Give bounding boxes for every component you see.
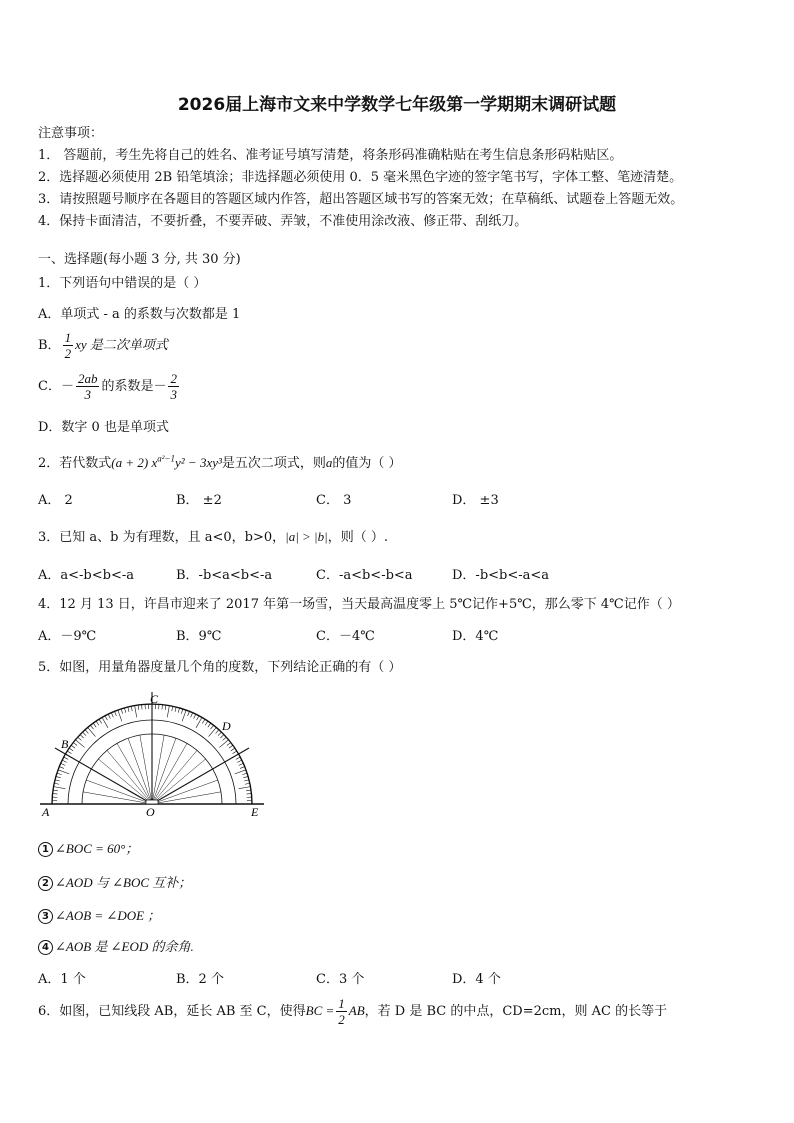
q3-stem-post: ，则（ ）. [327, 530, 388, 545]
q1-b-label: B． [38, 338, 61, 353]
q1-option-c [38, 371, 181, 402]
tick-mark [209, 727, 217, 736]
tick-mark [216, 730, 219, 734]
q4-stem: 4．12 月 13 日，许昌市迎来了 2017 年第一场雪，当天最高温度零上 5℃记作+5℃，那么零下 4℃记作（ ） [38, 597, 680, 612]
q2-expr2: y² − 3xy³ [175, 455, 222, 470]
q6-den: 2 [338, 1012, 345, 1027]
tick-mark [246, 794, 251, 795]
q2-stem-pre: 2．若代数式 [38, 456, 112, 471]
tick-mark [124, 708, 125, 713]
q3-option-a: A．a<-b<b<-a [38, 568, 134, 583]
q3-option-b: B．-b<a<b<-a [176, 568, 273, 583]
tick-mark [88, 727, 96, 736]
q2-expr: (a + 2) x [111, 455, 158, 470]
tick-mark [239, 787, 251, 789]
tick-mark [244, 780, 249, 781]
q1-b-den: 2 [64, 346, 72, 361]
tick-mark [205, 721, 208, 725]
q4-option-d: D．4℃ [452, 629, 499, 644]
q6-stem [38, 996, 667, 1027]
q1-c-label: C．－ [38, 379, 74, 394]
q5-option-a: A．1 个 [38, 972, 86, 987]
tick-mark [229, 745, 233, 748]
tick-mark [57, 773, 62, 775]
q6-fraction [336, 996, 347, 1027]
page-title: 2026届上海市文来中学数学七年级第一学期期末调研试题 [177, 95, 617, 115]
q3-stem [38, 526, 388, 545]
q2-option-a: A． 2 [38, 493, 73, 508]
tick-mark [90, 725, 93, 729]
tick-mark [67, 751, 71, 754]
tick-mark [118, 710, 122, 721]
q5-option-b: B．2 个 [176, 972, 224, 987]
tick-mark [83, 732, 86, 736]
tick-mark [178, 708, 179, 713]
tick-mark [243, 776, 248, 777]
protractor-figure [36, 690, 268, 820]
tick-mark [231, 748, 235, 751]
tick-mark [121, 709, 123, 714]
tick-mark [108, 714, 110, 718]
label-a: A [42, 805, 50, 819]
tick-mark [73, 742, 77, 745]
tick-mark [245, 783, 250, 784]
tick-mark [69, 748, 73, 751]
q2-option-d: D． ±3 [452, 493, 499, 508]
tick-mark [85, 730, 88, 734]
tick-mark [236, 757, 240, 759]
circled-number-4: 4 [38, 940, 53, 955]
tick-mark [59, 767, 64, 769]
q4-option-a: A．－9℃ [38, 629, 97, 644]
q1-c-num: 2ab [77, 371, 98, 386]
q6-stem-post: ，若 D 是 BC 的中点，CD=2cm，则 AC 的长等于 [364, 1004, 668, 1019]
tick-mark [162, 705, 163, 710]
q1-b-num: 1 [64, 330, 72, 345]
notice-item-2: 2．选择题必须使用 2B 铅笔填涂；非选择题必须使用 0．5 毫米黑色字迹的签字笔书写，字体工整、笔迹清楚。 [38, 170, 683, 185]
q1-option-a: A．单项式 - a 的系数与次数都是 1 [38, 307, 241, 322]
q1-stem: 1．下列语句中错误的是（ ） [38, 276, 207, 291]
notice-heading: 注意事项： [38, 126, 104, 141]
tick-mark [93, 723, 96, 727]
q1-c-den: 3 [84, 387, 91, 402]
tick-mark [237, 760, 241, 762]
q6-eq-right: AB [348, 1003, 365, 1018]
q5-statement-3 [38, 905, 160, 924]
center-mark [146, 800, 158, 804]
tick-mark [210, 725, 213, 729]
tick-mark [138, 705, 139, 710]
q2-exponent: a²−1 [157, 453, 176, 464]
tick-mark [99, 719, 102, 723]
q1-c-fraction-2 [168, 371, 179, 402]
label-d: D [222, 719, 231, 733]
tick-mark [182, 710, 186, 721]
tick-mark [71, 745, 75, 748]
q6-num: 1 [338, 996, 345, 1011]
circled-number-1: 1 [38, 842, 53, 857]
tick-mark [242, 773, 247, 775]
q1-b-fraction [63, 330, 74, 361]
section-heading: 一、选择题(每小题 3 分, 共 30 分) [38, 252, 241, 267]
q5-option-c: C．3 个 [316, 972, 365, 987]
circled-number-3: 3 [38, 909, 53, 924]
tick-mark [227, 742, 231, 745]
q1-b-text: xy 是二次单项式 [75, 337, 168, 352]
tick-mark [175, 707, 176, 712]
tick-mark [135, 706, 137, 718]
q1-c-num2: 2 [170, 371, 177, 386]
q5-stem: 5．如图，用量角器度量几个角的度数，下列结论正确的有（ ） [38, 660, 402, 675]
tick-mark [208, 723, 211, 727]
q3-option-d: D．-b<b<-a<a [452, 568, 550, 583]
tick-mark [61, 763, 66, 765]
tick-mark [191, 713, 193, 718]
tick-mark [219, 740, 228, 748]
q1-option-b [38, 330, 168, 361]
q3-stem-pre: 3．已知 a、b 为有理数，且 a<0，b>0， [38, 530, 286, 545]
tick-mark [64, 757, 68, 759]
q2-stem-post: 是五次二项式，则 [221, 456, 326, 471]
tick-mark [53, 790, 58, 791]
tick-mark [78, 737, 82, 740]
tick-mark [115, 711, 117, 716]
tick-mark [131, 706, 132, 711]
tick-mark [240, 767, 245, 769]
q3-condition: |a| > |b| [285, 529, 328, 544]
q6-eq-left: BC = [305, 1003, 335, 1018]
tick-mark [62, 760, 66, 762]
q1-c-mid: 的系数是－ [101, 379, 167, 394]
tick-mark [194, 714, 196, 718]
q1-c-den2: 3 [170, 387, 177, 402]
q5-statement-2-text: ∠AOD 与 ∠BOC 互补； [55, 875, 192, 890]
tick-mark [75, 740, 84, 748]
tick-mark [167, 706, 169, 718]
notice-item-4: 4．保持卡面清洁，不要折叠，不要弄破、弄皱，不准使用涂改液、修正带、刮纸刀。 [38, 214, 528, 229]
circled-number-2: 2 [38, 876, 53, 891]
tick-mark [58, 770, 69, 774]
tick-mark [233, 751, 237, 754]
tick-mark [239, 763, 244, 765]
q4-option-c: C．－4℃ [316, 629, 375, 644]
label-e: E [251, 805, 259, 819]
tick-mark [53, 794, 58, 795]
tick-mark [105, 716, 107, 720]
q5-statement-1 [38, 838, 138, 857]
tick-mark [54, 787, 66, 789]
q5-statement-1-text: ∠BOC = 60°； [55, 841, 139, 856]
label-o: O [146, 805, 155, 819]
tick-mark [128, 707, 129, 712]
tick-mark [172, 706, 173, 711]
q2-stem-end: 的值为（ ） [332, 456, 402, 471]
tick-mark [223, 737, 227, 740]
tick-mark [218, 732, 221, 736]
q5-statement-4 [38, 936, 194, 955]
q1-c-fraction-1 [76, 371, 100, 402]
tick-mark [96, 721, 99, 725]
q5-statement-2 [38, 872, 191, 891]
label-c: C [150, 692, 159, 706]
q2-var: a [325, 455, 333, 470]
tick-mark [54, 783, 59, 784]
q3-option-c: C．-a<b<-b<a [316, 568, 413, 583]
q2-stem [38, 452, 402, 471]
protractor [40, 692, 264, 804]
tick-mark [181, 709, 183, 714]
tick-mark [197, 716, 199, 720]
tick-mark [80, 735, 84, 738]
q5-statement-4-text: ∠AOB 是 ∠EOD 的余角. [55, 939, 194, 954]
notice-item-3: 3．请按照题号顺序在各题目的答题区域内作答，超出答题区域书写的答案无效；在草稿纸、试题卷上答题无效。 [38, 192, 684, 207]
tick-mark [220, 735, 224, 738]
q4-option-b: B．9℃ [176, 629, 222, 644]
q1-option-d: D．数字 0 也是单项式 [38, 420, 169, 435]
tick-mark [111, 713, 113, 718]
label-b: B [61, 737, 69, 751]
tick-mark [56, 776, 61, 777]
q5-statement-3-text: ∠AOB = ∠DOE ； [55, 908, 161, 923]
notice-item-1: 1． 答题前，考生先将自己的姓名、准考证号填写清楚，将条形码准确粘贴在考生信息条形码粘贴区。 [38, 148, 623, 163]
tick-mark [165, 705, 166, 710]
q6-stem-pre: 6．如图，已知线段 AB，延长 AB 至 C，使得 [38, 1004, 306, 1019]
tick-mark [246, 790, 251, 791]
tick-mark [202, 719, 205, 723]
q2-option-c: C． 3 [316, 493, 352, 508]
tick-mark [235, 770, 246, 774]
tick-mark [142, 705, 143, 710]
q2-option-b: B． ±2 [176, 493, 222, 508]
q5-option-d: D．4 个 [452, 972, 501, 987]
tick-mark [55, 780, 60, 781]
tick-mark [188, 711, 190, 716]
